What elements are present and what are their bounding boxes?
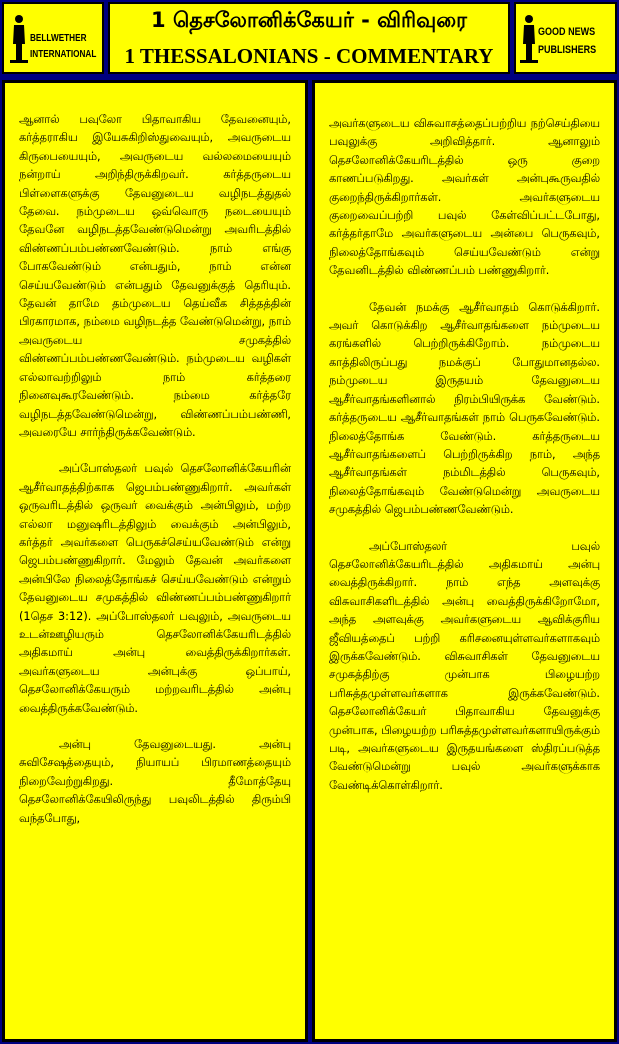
figure-icon [10,14,28,64]
logo-right-line2: PUBLISHERS [538,44,597,56]
title-tamil: 1 தெசலோனிக்கேயர் - விரிவுரை [151,8,467,32]
paragraph: அப்போஸ்தலர் பவுல் தெசலோனிக்கேயரிடத்தில் அதிகமாய் அன்பு வைத்திருக்கிறார். நாம் எந்த அளவுக்கு விசுவாசிகளிடத்தில் அன்பு வைத்திருக்கிறோமோ, அந்த அளவுக்கு அவர்களுடைய ஆவிக்குரிய ஜீவியத்தைப் பற்றி கரிசனையுள்ளவர்களாகவும் இருக்கவேண்டும். விசுவாசிகள் தேவனுடைய சமுகத்திற்கு முன்பாக பிழையற்ற பரிசுத்தமுள்ளவர்களாக இருக்கவேண்டும். தெசலோனிக்கேயர் பிதாவாகிய தேவனுக்கு முன்பாக, பிழையற்ற பரிசுத்தமுள்ளவர்களாயிருக்கும் படி, அவர்களுடைய இருதயங்களை ஸ்திரப்படுத்த வேண்டுமென்று பவுல் அவர்களுக்காக வேண்டிக்கொள்கிறார். [329,539,600,792]
logo-left-line2: INTERNATIONAL [30,49,97,60]
title-english: 1 THESSALONIANS - COMMENTARY [124,44,494,68]
paragraph: அப்போஸ்தலர் பவுல் தெசலோனிக்கேயரின் ஆசீர்வாதத்திற்காக ஜெபம்பண்ணுகிறார். அவர்கள் ஒருவரிடத்தில் ஒருவர் வைக்கும் அன்பிலும், மற்ற எல்லா மனுஷரிடத்திலும் வைக்கும் அன்பிலும், கர்த்தர் அவர்களை பெருகச்செய்யவேண்டும் என்று ஜெபம்பண்ணுகிறார். மேலும் தேவன் அவர்களை அன்பிலே நிலைத்தோங்கச் செய்யவேண்டும் என்றும் தேவனுடைய சமுகத்தில் விண்ணப்பம்பண்ணுகிறார் (1தெச 3:12). அப்போஸ்தலர் பவுலும், அவருடைய உடன்ஊழியரும் தெசலோனிக்கேயரிடத்தில் அதிகமாய் அன்பு வைத்திருக்கிறார்கள். அவர்களுடைய அன்புக்கு ஒப்பாய், தெசலோனிக்கேயரும் மற்றவரிடத்தில் அன்பு வைத்திருக்கவேண்டும். [19,462,291,715]
figure-icon [520,14,538,64]
paragraph: ஆனால் பவுலோ பிதாவாகிய தேவனையும், கர்த்தராகிய இயேசுகிறிஸ்துவையும், அவருடைய கிருபையையும், அவருடைய வல்லமையையும் நன்றாய் அறிந்திருக்கிறவர். கர்த்தருடைய பிள்ளைகளுக்கு தேவனுடைய வழிநடத்துதல் தேவை. நம்முடைய ஒவ்வொரு நடையையும் தேவனே வழிநடத்தவேண்டுமென்று அவரிடத்தில் விண்ணப்பம்பண்ணவேண்டும். நாம் எங்கு போகவேண்டும் என்பதும், நாம் என்ன செய்யவேண்டும் என்பதும் தேவனுக்குத் தெரியும். தேவன் தாமே தம்முடைய தெய்வீக சித்தத்தின் பிரகாரமாக, நம்மை வழிநடத்த வேண்டுமென்று, நாம் அவருடைய சமுகத்தில் விண்ணப்பம்பண்ணவேண்டும். நம்முடைய வழிகள் எல்லாவற்றிலும் நாம் கர்த்தரை நினைவுகூரவேண்டும். நம்மை கர்த்தரே வழிநடத்தவேண்டுமென்று, விண்ணப்பம்பண்ணி, அவரையே சார்ந்திருக்கவேண்டும். [19,113,291,439]
title-box [108,2,510,74]
paragraph: அவர்களுடைய விசுவாசத்தைப்பற்றிய நற்செய்தியை பவுலுக்கு அறிவித்தார். ஆனாலும் தெசலோனிக்கேயரிடத்தில் ஒரு குறை காணப்படுகிறது. அவர்கள் அன்புகூருவதில் குறைந்திருக்கிறார்கள். அவர்களுடைய குறைவைப்பற்றி பவுல் கேள்விப்பட்டபோது, கர்த்தர்தாமே அவர்களுடைய அன்பை பெருகவும், நிலைத்தோங்கவும் செய்யவேண்டும் என்று தேவனிடத்தில் விண்ணப்பம் பண்ணுகிறார். [329,117,600,278]
right-column [312,80,617,1042]
header [0,0,619,80]
good-news-logo [514,2,617,74]
logo-right-line1: GOOD NEWS [538,26,596,38]
left-column [2,80,308,1042]
paragraph: தேவன் நமக்கு ஆசீர்வாதம் கொடுக்கிறார். அவர் கொடுக்கிற ஆசீர்வாதங்களை நம்முடைய கரங்களில் பெற்றிருக்கிறோம். நம்முடைய காத்திலிருப்பது நமக்குப் போதுமானதல்ல. நம்முடைய இருதயம் தேவனுடைய ஆசீர்வாதங்களினால் நிரம்பியிருக்க வேண்டும். கர்த்தருடைய ஆசீர்வாதங்கள் நாம் பெருகவேண்டும். நிலைத்தோங்க வேண்டும். கர்த்தருடைய ஆசீர்வாதங்களைப் பெற்றிருக்கிற நாம், அந்த ஆசீர்வாதங்கள் நம்மிடத்தில் பெருகவும், நிலைத்தோங்கவும் வேண்டுமென்று அவருடைய சமுகத்தில் ஜெபம்பண்ணவேண்டும். [329,300,600,517]
bellwether-logo [2,2,104,74]
paragraph: அன்பு தேவனுடையது. அன்பு சுவிசேஷத்தையும், நியாயப் பிரமாணத்தையும் நிறைவேற்றுகிறது. தீமோத்தேயு தெசலோனிக்கேயிலிருந்து பவுலிடத்தில் திரும்பி வந்தபோது, [19,738,291,825]
logo-left-line1: BELLWETHER [30,33,87,44]
